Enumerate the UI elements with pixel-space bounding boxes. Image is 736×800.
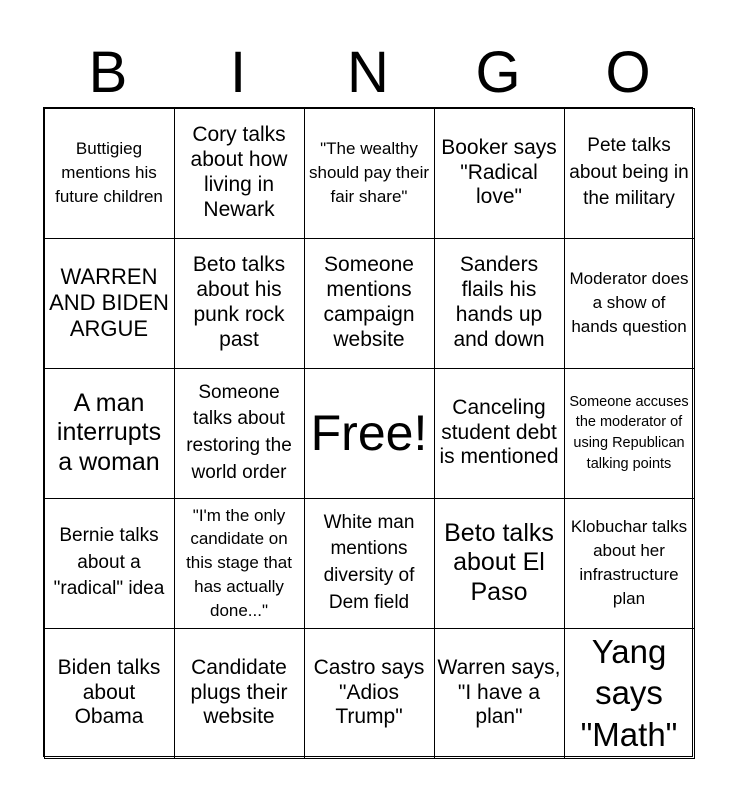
bingo-cell-i1[interactable] bbox=[174, 108, 305, 239]
bingo-cell-i5[interactable] bbox=[174, 628, 305, 759]
bingo-cell-o4[interactable] bbox=[564, 498, 695, 629]
header-letter-n: N bbox=[347, 40, 389, 105]
bingo-header bbox=[43, 38, 693, 108]
bingo-cell-b5[interactable] bbox=[44, 628, 175, 759]
header-letter-i: I bbox=[229, 40, 247, 105]
cell-text: Castro says "Adios Trump" bbox=[313, 655, 425, 729]
bingo-cell-g5[interactable] bbox=[434, 628, 565, 759]
bingo-cell-n3[interactable] bbox=[304, 368, 435, 499]
cell-text: "The wealthy should pay their fair share" bbox=[308, 139, 430, 206]
cell-text: Buttigieg mentions his future children bbox=[55, 139, 163, 206]
cell-text: "I'm the only candidate on this stage that has actually done..." bbox=[186, 505, 292, 620]
bingo-cell-i2[interactable] bbox=[174, 238, 305, 369]
bingo-cell-i3[interactable] bbox=[174, 368, 305, 499]
header-letter-b: B bbox=[88, 40, 128, 105]
free-space: Free! bbox=[310, 405, 428, 461]
bingo-cell-n5[interactable] bbox=[304, 628, 435, 759]
bingo-cell-o1[interactable] bbox=[564, 108, 695, 239]
cell-text: Booker says "Radical love" bbox=[441, 135, 557, 209]
bingo-cell-o5[interactable] bbox=[564, 628, 695, 759]
cell-text: A man interrupts a woman bbox=[56, 388, 162, 476]
bingo-cell-o3[interactable] bbox=[564, 368, 695, 499]
cell-text: Warren says, "I have a plan" bbox=[437, 655, 561, 729]
cell-text: Candidate plugs their website bbox=[190, 655, 288, 729]
cell-text: Canceling student debt is mentioned bbox=[439, 395, 559, 469]
bingo-cell-g2[interactable] bbox=[434, 238, 565, 369]
cell-text: Yang says "Math" bbox=[580, 633, 678, 753]
cell-text: Sanders flails his hands up and down bbox=[453, 253, 545, 351]
bingo-cell-n4[interactable] bbox=[304, 498, 435, 629]
cell-text: Someone talks about restoring the world order bbox=[186, 381, 292, 483]
bingo-cell-b4[interactable] bbox=[44, 498, 175, 629]
cell-text: Beto talks about his punk rock past bbox=[192, 253, 286, 351]
header-letter-o: O bbox=[605, 40, 651, 105]
cell-text: Someone accuses the moderator of using Republican talking points bbox=[569, 393, 689, 472]
bingo-cell-n1[interactable] bbox=[304, 108, 435, 239]
cell-text: Cory talks about how living in Newark bbox=[190, 123, 288, 221]
cell-text: Beto talks about El Paso bbox=[444, 518, 554, 606]
cell-text: Klobuchar talks about her infrastructure plan bbox=[570, 517, 688, 608]
cell-text: Pete talks about being in the military bbox=[569, 135, 689, 210]
header-letter-g: G bbox=[475, 40, 521, 105]
bingo-cell-b3[interactable] bbox=[44, 368, 175, 499]
cell-text: Someone mentions campaign website bbox=[323, 253, 415, 351]
cell-text: Biden talks about Obama bbox=[57, 655, 161, 729]
bingo-cell-b2[interactable] bbox=[44, 238, 175, 369]
bingo-cell-i4[interactable] bbox=[174, 498, 305, 629]
bingo-cell-n2[interactable] bbox=[304, 238, 435, 369]
bingo-cell-b1[interactable] bbox=[44, 108, 175, 239]
bingo-cell-g4[interactable] bbox=[434, 498, 565, 629]
bingo-cell-o2[interactable] bbox=[564, 238, 695, 369]
cell-text: Bernie talks about a "radical" idea bbox=[53, 525, 165, 600]
cell-text: White man mentions diversity of Dem field bbox=[323, 511, 415, 613]
bingo-cell-g1[interactable] bbox=[434, 108, 565, 239]
bingo-board bbox=[43, 107, 693, 757]
cell-text: WARREN AND BIDEN ARGUE bbox=[49, 264, 169, 341]
bingo-cell-g3[interactable] bbox=[434, 368, 565, 499]
cell-text: Moderator does a show of hands question bbox=[569, 269, 689, 336]
